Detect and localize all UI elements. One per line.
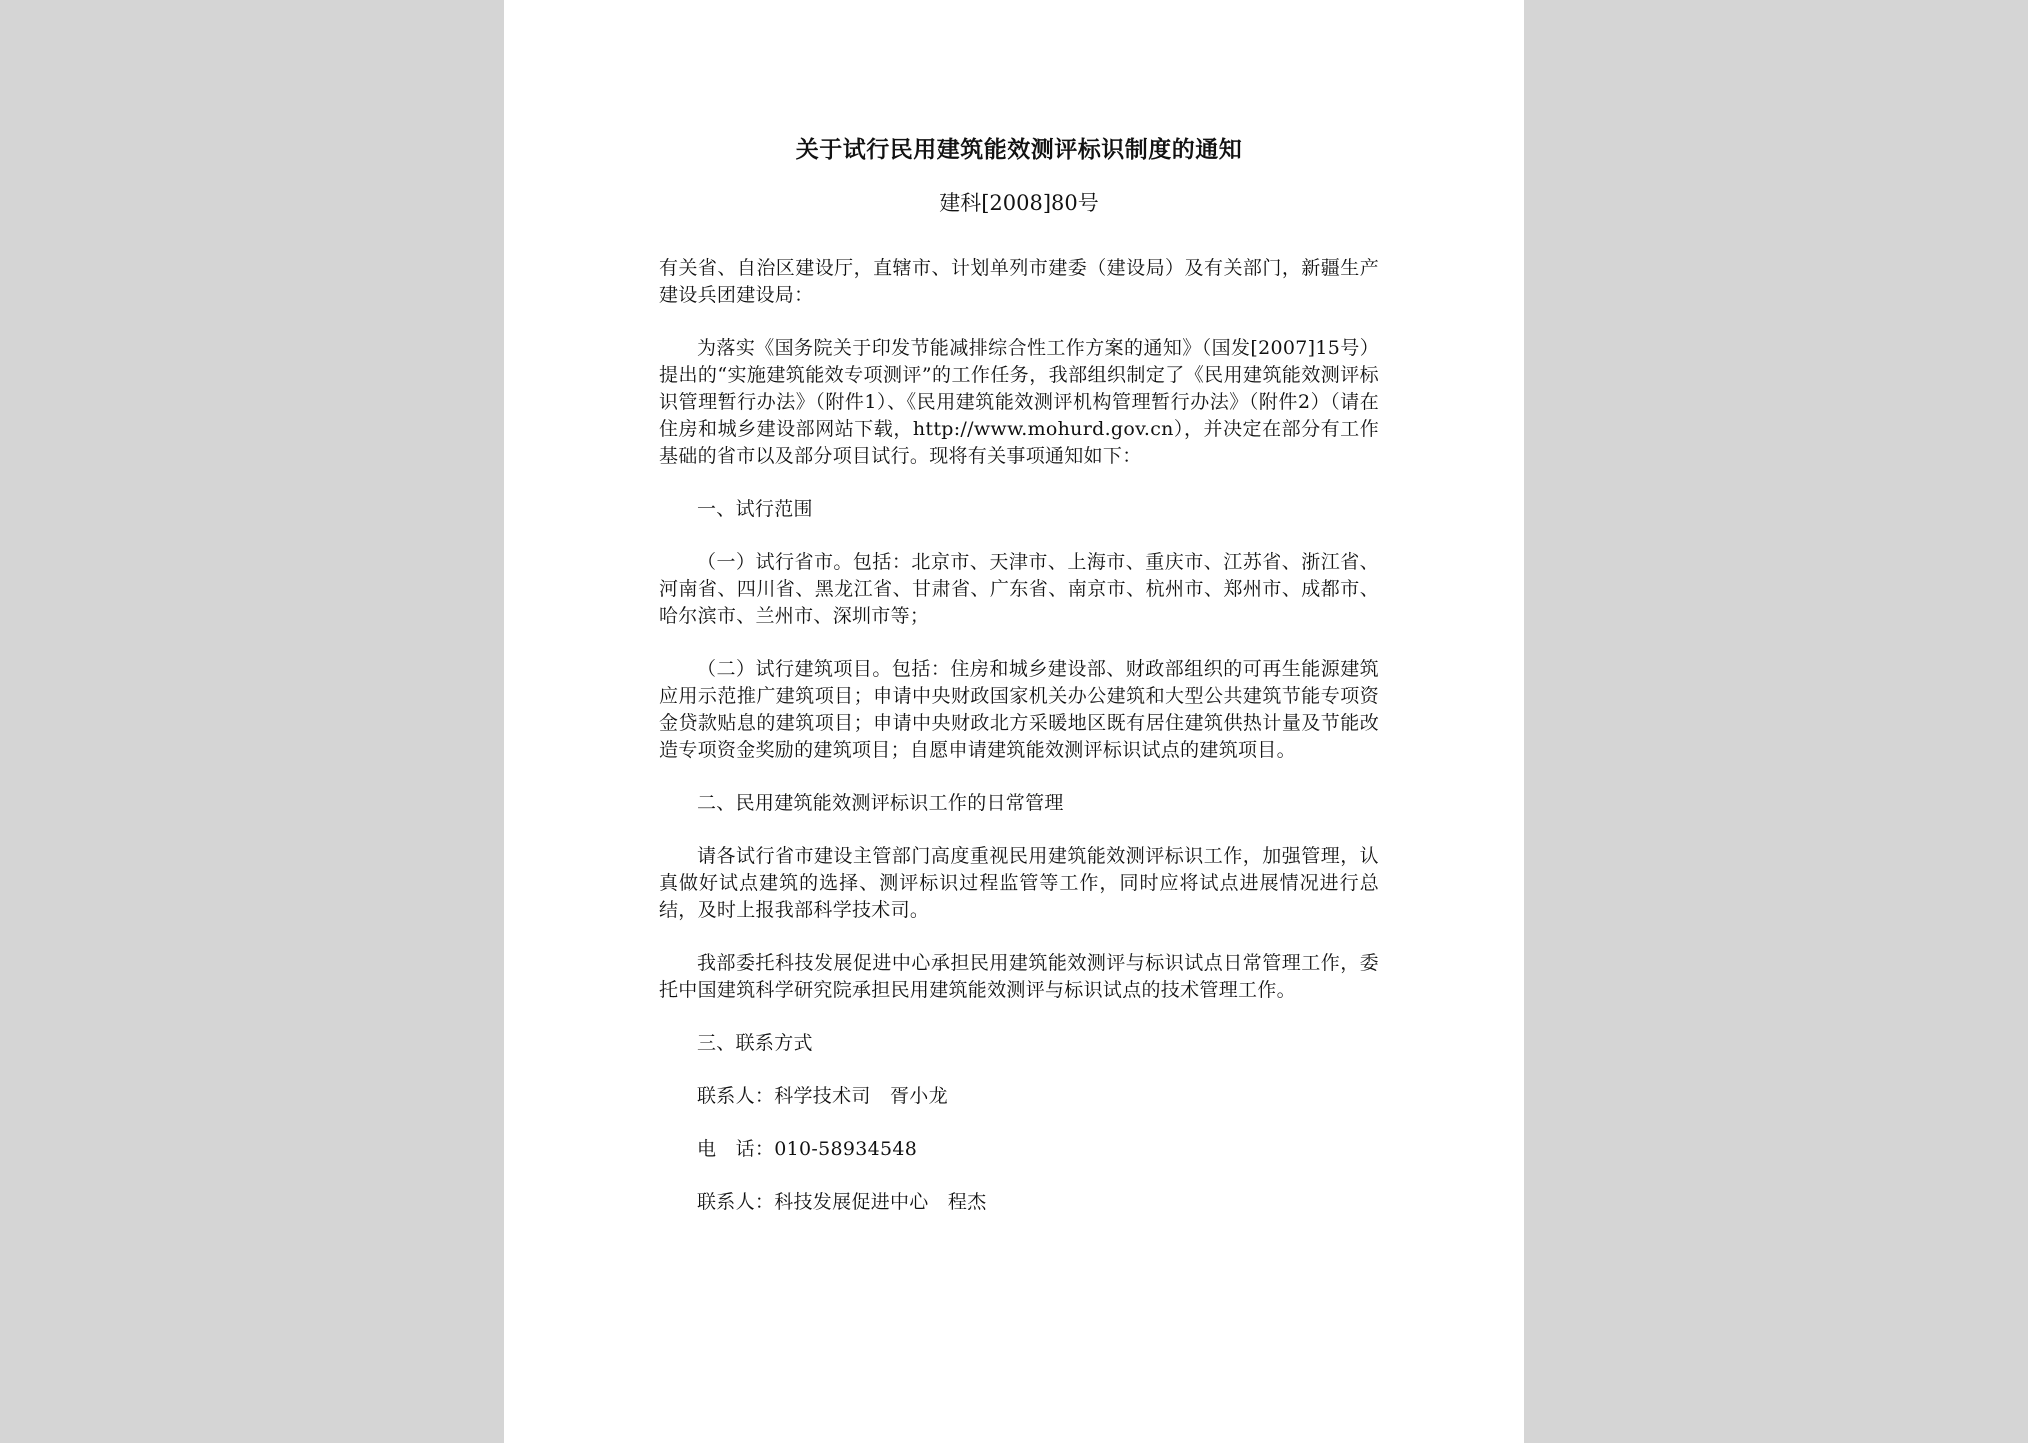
contact-person-2: 联系人：科技发展促进中心 程杰 [697, 1191, 987, 1213]
paragraph-pilot-projects: （二）试行建筑项目。包括：住房和城乡建设部、财政部组织的可再生能源建筑应用示范推广建筑项目；申请中央财政国家机关办公建筑和大型公共建筑节能专项资金贷款贴息的建筑项目；申请中央财政北方采暖地区既有居住建筑供热计量及节能改造专项资金奖励的建筑项目；自愿申请建筑能效测评标识试点的建筑项目。 [659, 658, 1379, 761]
paragraph-pilot-cities: （一）试行省市。包括：北京市、天津市、上海市、重庆市、江苏省、浙江省、河南省、四川省、黑龙江省、甘肃省、广东省、南京市、杭州市、郑州市、成都市、哈尔滨市、兰州市、深圳市等； [659, 551, 1379, 627]
paragraph-management: 请各试行省市建设主管部门高度重视民用建筑能效测评标识工作，加强管理，认真做好试点建筑的选择、测评标识过程监管等工作，同时应将试点进展情况进行总结，及时上报我部科学技术司。 [659, 845, 1379, 921]
section-heading-1: 一、试行范围 [697, 498, 813, 520]
section-heading-3: 三、联系方式 [697, 1032, 813, 1054]
document-page [504, 0, 1524, 1443]
document-number: 建科[2008]80号 [939, 191, 1099, 215]
contact-person-1: 联系人：科学技术司 胥小龙 [697, 1085, 948, 1107]
contact-phone: 电 话：010-58934548 [697, 1138, 918, 1160]
document-title: 关于试行民用建筑能效测评标识制度的通知 [795, 136, 1243, 163]
paragraph-intro: 为落实《国务院关于印发节能减排综合性工作方案的通知》（国发[2007]15号）提出的“实施建筑能效专项测评”的工作任务，我部组织制定了《民用建筑能效测评标识管理暂行办法》（附件1）、《民用建筑能效测评机构管理暂行办法》（附件2）（请在住房和城乡建设部网站下载，http://www.mohurd.gov.cn），并决定在部分有工作基础的省市以及部分项目试行。现将有关事项通知如下： [659, 337, 1379, 467]
addressee: 有关省、自治区建设厅，直辖市、计划单列市建委（建设局）及有关部门，新疆生产建设兵团建设局： [659, 257, 1379, 306]
section-heading-2: 二、民用建筑能效测评标识工作的日常管理 [697, 792, 1064, 814]
paragraph-delegation: 我部委托科技发展促进中心承担民用建筑能效测评与标识试点日常管理工作，委托中国建筑科学研究院承担民用建筑能效测评与标识试点的技术管理工作。 [659, 952, 1379, 1001]
document-body [659, 255, 1379, 1242]
